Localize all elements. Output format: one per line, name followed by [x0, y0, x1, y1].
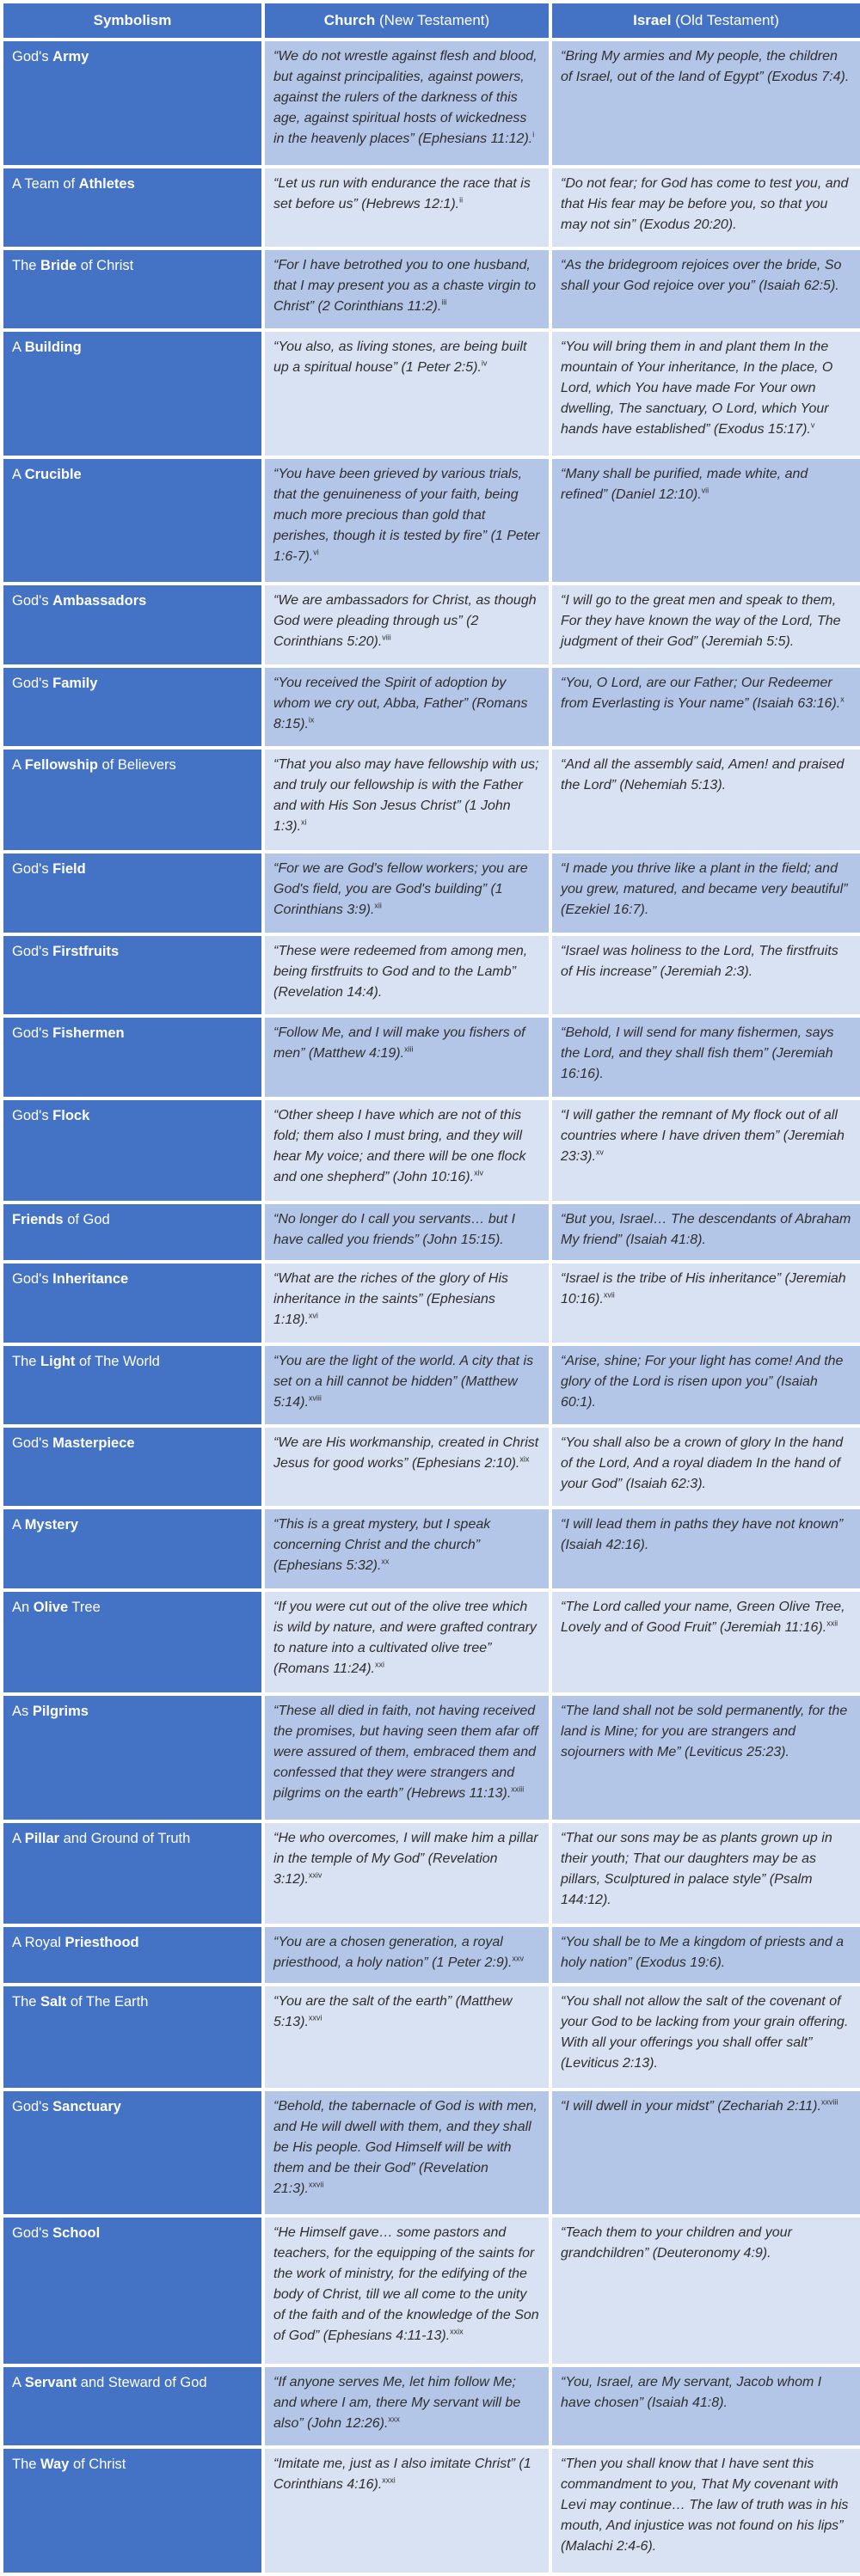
- symbolism-text: God's: [12, 1107, 53, 1123]
- table-row: [3, 2218, 860, 2364]
- israel-cell: [552, 332, 860, 456]
- church-cell-quote: “He Himself gave… some pastors and teachers, for the equipping of the saints for the work of ministry, for the edifying of the body of Christ, till we all come to the unity of the faith and of the knowledge of the Son of God” (Ephesians 4:11-13).: [273, 2225, 539, 2344]
- israel-cell: [552, 459, 860, 583]
- church-cell-quote: “If anyone serves Me, let him follow Me; and where I am, there My servant will be also” (John 12:26).: [273, 2374, 521, 2431]
- symbolism-cell: [3, 585, 261, 664]
- israel-cell: [552, 41, 860, 165]
- symbolism-cell: [3, 1346, 261, 1424]
- footnote-marker[interactable]: xvii: [603, 1290, 615, 1300]
- table-row: [3, 750, 860, 850]
- symbolism-keyword: Field: [52, 861, 86, 878]
- footnote-marker[interactable]: iv: [481, 358, 488, 368]
- table-row: [3, 1509, 860, 1588]
- israel-cell-quote: “You, O Lord, are our Father; Our Redeemer from Everlasting is Your name” (Isaiah 63:16).: [561, 675, 841, 711]
- symbolism-text: As: [12, 1704, 33, 1720]
- symbolism-keyword: Masterpiece: [52, 1435, 135, 1451]
- symbolism-text: A Team of: [12, 175, 79, 192]
- israel-cell: [552, 1509, 860, 1588]
- footnote-marker[interactable]: xxviii: [820, 2097, 838, 2107]
- church-cell: [265, 2091, 549, 2215]
- table-row: [3, 41, 860, 165]
- symbolism-keyword: Way: [40, 2457, 70, 2473]
- footnote-marker[interactable]: v: [810, 420, 815, 430]
- footnote-marker[interactable]: xiii: [404, 1044, 414, 1054]
- symbolism-keyword: Light: [40, 1353, 76, 1369]
- table-row: [3, 2449, 860, 2573]
- table-row: [3, 1592, 860, 1692]
- church-cell-quote: “Imitate me, just as I also imitate Christ” (1 Corinthians 4:16).: [273, 2457, 531, 2493]
- symbolism-text: of The World: [75, 1353, 160, 1369]
- table-body: [3, 41, 860, 2573]
- symbolism-text: The: [12, 257, 41, 273]
- table-row: [3, 1264, 860, 1342]
- israel-cell: [552, 1927, 860, 1983]
- israel-cell-quote: “Behold, I will send for many fishermen, says the Lord, and they shall fish them” (Jeremiah 16:16).: [561, 1025, 834, 1082]
- israel-cell-quote: “Arise, shine; For your light has come! And the glory of the Lord is risen upon you” (Isaiah 60:1).: [561, 1353, 844, 1410]
- header-israel: Israel (Old Testament): [552, 3, 860, 38]
- symbolism-text: A: [12, 1830, 25, 1846]
- table-row: [3, 1018, 860, 1096]
- symbolism-keyword: Flock: [52, 1107, 90, 1123]
- symbolism-keyword: Bride: [40, 257, 77, 273]
- symbolism-cell: [3, 1100, 261, 1201]
- israel-cell: [552, 854, 860, 932]
- symbolism-text: God's: [12, 1271, 53, 1288]
- symbolism-text: An: [12, 1599, 34, 1615]
- israel-cell-quote: “Then you shall know that I have sent this commandment to you, That My covenant with Levi may continue… The law of truth was in his mouth, And injustice was not found on his lips” (Malachi 2:4-6).: [561, 2457, 849, 2555]
- footnote-marker[interactable]: vi: [313, 548, 319, 557]
- header-row: [3, 3, 860, 38]
- israel-cell-quote: “Bring My armies and My people, the children of Israel, out of the land of Egypt” (Exodus 7:4).: [561, 49, 850, 84]
- israel-cell-quote: “I made you thrive like a plant in the field; and you grew, matured, and became very beautiful” (Ezekiel 16:7).: [561, 861, 848, 918]
- church-cell: [265, 1823, 549, 1924]
- church-cell-quote: “These were redeemed from among men, being firstfruits to God and to the Lamb” (Revelation 14:4).: [273, 943, 528, 1000]
- table-row: [3, 1823, 860, 1924]
- israel-cell: [552, 1204, 860, 1260]
- footnote-marker[interactable]: iii: [441, 297, 447, 307]
- symbolism-text: God's: [12, 49, 53, 64]
- israel-cell-quote: “Israel is the tribe of His inheritance” (Jeremiah 10:16).: [561, 1271, 846, 1307]
- church-cell: [265, 668, 549, 746]
- church-cell-quote: “You have been grieved by various trials, that the genuineness of your faith, being much more precious than gold that perishes, though it is tested by fire” (1 Peter 1:6-7).: [273, 466, 540, 564]
- table-row: [3, 168, 860, 247]
- church-cell-quote: “We are ambassadors for Christ, as though God were pleading through us” (2 Corinthians 5:20).: [273, 593, 537, 650]
- israel-cell: [552, 2218, 860, 2364]
- symbolism-text: The: [12, 1353, 41, 1369]
- symbolism-keyword: Crucible: [24, 466, 82, 482]
- israel-cell-quote: “The Lord called your name, Green Olive Tree, Lovely and of Good Fruit” (Jeremiah 11:16).: [561, 1599, 845, 1635]
- symbolism-cell: [3, 750, 261, 850]
- israel-cell-quote: “You shall be to Me a kingdom of priests and a holy nation” (Exodus 19:6).: [561, 1935, 845, 1971]
- footnote-marker[interactable]: xxi: [374, 1660, 384, 1669]
- church-cell-quote: “He who overcomes, I will make him a pillar in the temple of My God” (Revelation 3:12).: [273, 1830, 538, 1887]
- church-cell-quote: “For I have betrothed you to one husband, that I may present you as a chaste virgin to Christ” (2 Corinthians 11:2).: [273, 257, 537, 314]
- symbolism-cell: [3, 1509, 261, 1588]
- table-row: [3, 1346, 860, 1424]
- church-cell: [265, 1100, 549, 1201]
- church-cell-quote: “Behold, the tabernacle of God is with men, and He will dwell with them, and they shall be His people. God Himself will be with them and be their God” (Revelation 21:3).: [273, 2098, 538, 2196]
- israel-cell-quote: “But you, Israel… The descendants of Abraham My friend” (Isaiah 41:8).: [561, 1211, 851, 1247]
- israel-cell: [552, 1100, 860, 1201]
- symbolism-text: of Christ: [69, 2457, 126, 2473]
- church-cell: [265, 585, 549, 664]
- symbolism-keyword: Athletes: [78, 175, 135, 192]
- symbolism-cell: [3, 168, 261, 247]
- symbolism-cell: [3, 854, 261, 932]
- symbolism-text: A: [12, 757, 25, 774]
- israel-cell-quote: “You shall also be a crown of glory In the hand of the Lord, And a royal diadem In the hand of your God” (Isaiah 62:3).: [561, 1435, 844, 1491]
- symbolism-cell: [3, 2091, 261, 2215]
- footnote-marker[interactable]: xxxi: [382, 2475, 396, 2485]
- symbolism-keyword: Inheritance: [52, 1271, 129, 1288]
- church-cell: [265, 250, 549, 328]
- symbolism-keyword: Fellowship: [24, 757, 98, 774]
- table-row: [3, 585, 860, 664]
- israel-cell-quote: “You, Israel, are My servant, Jacob whom I have chosen” (Isaiah 41:8).: [561, 2374, 822, 2410]
- table-row: [3, 459, 860, 583]
- church-cell-quote: “We are His workmanship, created in Christ Jesus for good works” (Ephesians 2:10).: [273, 1435, 539, 1471]
- israel-cell: [552, 1696, 860, 1820]
- israel-cell-quote: “That our sons may be as plants grown up in their youth; That our daughters may be as pillars, Sculptured in palace style” (Psalm 144:12).: [561, 1830, 832, 1907]
- church-cell: [265, 1264, 549, 1342]
- church-cell-quote: “Follow Me, and I will make you fishers of men” (Matthew 4:19).: [273, 1025, 525, 1062]
- symbolism-keyword: Servant: [24, 2374, 77, 2390]
- israel-cell-quote: “And all the assembly said, Amen! and praised the Lord” (Nehemiah 5:13).: [561, 757, 845, 793]
- church-cell: [265, 1927, 549, 1983]
- table-row: [3, 1927, 860, 1983]
- israel-cell-quote: “Do not fear; for God has come to test you, and that His fear may be before you, so that you may not sin” (Exodus 20:20).: [561, 175, 849, 232]
- church-cell-quote: “We do not wrestle against flesh and blood, but against principalities, against powers, against the rulers of the darkness of this age, against spiritual hosts of wickedness in the heavenly places” (Ephesians 11:12).: [273, 49, 538, 146]
- footnote-marker[interactable]: viii: [382, 633, 391, 642]
- footnote-marker[interactable]: ii: [459, 195, 464, 205]
- church-cell: [265, 1592, 549, 1692]
- israel-cell: [552, 250, 860, 328]
- israel-cell-quote: “As the bridegroom rejoices over the bride, So shall your God rejoice over you” (Isaiah 62:5).: [561, 257, 842, 293]
- church-cell-quote: “These all died in faith, not having received the promises, but having seen them afar off were assured of them, embraced them and confessed that they were strangers and pilgrims on the earth” (Hebrews 11:13).: [273, 1704, 538, 1802]
- church-cell: [265, 1986, 549, 2087]
- israel-cell: [552, 2449, 860, 2573]
- symbolism-text: of Christ: [77, 257, 134, 273]
- symbolism-cell: [3, 2218, 261, 2364]
- symbolism-keyword: Priesthood: [64, 1935, 139, 1951]
- israel-cell: [552, 1823, 860, 1924]
- church-cell-quote: “What are the riches of the glory of His inheritance in the saints” (Ephesians 1:18).: [273, 1271, 508, 1328]
- footnote-marker[interactable]: xxvii: [308, 2180, 324, 2189]
- symbolism-cell: [3, 1986, 261, 2087]
- symbolism-text: The: [12, 2457, 41, 2473]
- symbolism-keyword: Olive: [33, 1599, 69, 1615]
- footnote-marker[interactable]: xi: [301, 817, 307, 827]
- church-cell: [265, 936, 549, 1014]
- church-cell: [265, 41, 549, 165]
- symbolism-cell: [3, 1927, 261, 1983]
- symbolism-text: and Steward of God: [77, 2374, 207, 2390]
- symbolism-cell: [3, 1696, 261, 1820]
- israel-cell-quote: “Many shall be purified, made white, and refined” (Daniel 12:10).: [561, 466, 808, 502]
- table-row: [3, 1204, 860, 1260]
- israel-cell: [552, 1018, 860, 1096]
- footnote-marker[interactable]: xxx: [388, 2414, 400, 2424]
- israel-cell: [552, 1264, 860, 1342]
- israel-cell-quote: “I will gather the remnant of My flock out of all countries where I have driven them” (Jeremiah 23:3).: [561, 1107, 845, 1164]
- footnote-marker[interactable]: xxvi: [308, 2013, 322, 2022]
- header-symbolism: Symbolism: [3, 3, 261, 38]
- israel-cell: [552, 585, 860, 664]
- symbolism-keyword: Fishermen: [52, 1025, 125, 1042]
- footnote-marker[interactable]: ix: [308, 715, 315, 725]
- church-cell: [265, 1428, 549, 1506]
- israel-cell: [552, 750, 860, 850]
- symbolism-keyword: Friends: [12, 1211, 64, 1227]
- israel-cell-quote: “I will dwell in your midst” (Zechariah 2:11).: [561, 2098, 821, 2114]
- table-row: [3, 936, 860, 1014]
- church-cell: [265, 459, 549, 583]
- symbolism-cell: [3, 459, 261, 583]
- israel-cell: [552, 668, 860, 746]
- symbolism-keyword: Pilgrims: [32, 1704, 89, 1720]
- symbolism-text: God's: [12, 1025, 53, 1042]
- footnote-marker[interactable]: xx: [381, 1557, 390, 1566]
- footnote-marker[interactable]: i: [532, 130, 535, 139]
- symbolism-text: of God: [63, 1211, 110, 1227]
- symbolism-text: of Believers: [97, 757, 176, 774]
- symbolism-keyword: Firstfruits: [52, 943, 120, 959]
- footnote-marker[interactable]: xxv: [512, 1954, 524, 1963]
- symbolism-text: A: [12, 2374, 25, 2390]
- israel-cell: [552, 1592, 860, 1692]
- footnote-marker[interactable]: xix: [519, 1454, 530, 1464]
- symbolism-cell: [3, 1428, 261, 1506]
- israel-cell: [552, 1986, 860, 2087]
- israel-cell-quote: “You will bring them in and plant them In the mountain of Your inheritance, In the place, O Lord, which You have made For Your own dwelling, The sanctuary, O Lord, which Your hands have established” (Exodus 15:17).: [561, 340, 833, 437]
- symbolism-keyword: Building: [24, 340, 82, 356]
- footnote-marker[interactable]: xxiv: [308, 1870, 322, 1880]
- symbolism-keyword: Family: [52, 675, 98, 691]
- church-cell: [265, 2449, 549, 2573]
- church-cell-quote: “Other sheep I have which are not of this fold; them also I must bring, and they will hear My voice; and there will be one flock and one shepherd” (John 10:16).: [273, 1107, 526, 1184]
- symbolism-text: God's: [12, 861, 53, 878]
- symbolism-text: of The Earth: [66, 1994, 149, 2010]
- church-cell-quote: “Let us run with endurance the race that is set before us” (Hebrews 12:1).: [273, 175, 531, 211]
- symbolism-keyword: School: [52, 2225, 101, 2242]
- table-row: [3, 332, 860, 456]
- symbolism-cell: [3, 1018, 261, 1096]
- israel-cell-quote: “Teach them to your children and your grandchildren” (Deuteronomy 4:9).: [561, 2225, 792, 2261]
- church-cell: [265, 2218, 549, 2364]
- symbolism-text: God's: [12, 2225, 53, 2242]
- symbolism-keyword: Pillar: [24, 1830, 60, 1846]
- symbolism-text: A: [12, 466, 25, 482]
- symbolism-keyword: Mystery: [24, 1517, 79, 1533]
- footnote-marker[interactable]: xviii: [308, 1393, 322, 1403]
- footnote-marker[interactable]: x: [840, 694, 845, 704]
- footnote-marker[interactable]: xv: [595, 1147, 604, 1157]
- footnote-marker[interactable]: xxiii: [511, 1784, 525, 1794]
- church-cell-quote: “That you also may have fellowship with us; and truly our fellowship is with the Father and with His Son Jesus Christ” (1 John 1:3).: [273, 757, 539, 835]
- symbolism-keyword: Salt: [40, 1994, 67, 2010]
- church-cell-quote: “For we are God's fellow workers; you are God's field, you are God's building” (1 Corinthians 3:9).: [273, 861, 528, 918]
- church-cell-quote: “No longer do I call you servants… but I have called you friends” (John 15:15).: [273, 1211, 516, 1247]
- symbolism-keyword: Army: [52, 49, 89, 64]
- israel-cell: [552, 2367, 860, 2445]
- church-cell: [265, 168, 549, 247]
- table-row: [3, 854, 860, 932]
- church-cell: [265, 1509, 549, 1588]
- symbolism-text: A Royal: [12, 1935, 65, 1951]
- table-row: [3, 1696, 860, 1820]
- israel-cell-quote: “I will go to the great men and speak to them, For they have known the way of the Lord, The judgment of their God” (Jeremiah 5:5).: [561, 593, 841, 650]
- israel-cell-quote: “The land shall not be sold permanently, for the land is Mine; for you are strangers and sojourners with Me” (Leviticus 25:23).: [561, 1704, 848, 1760]
- symbolism-cell: [3, 1264, 261, 1342]
- symbolism-text: God's: [12, 943, 53, 959]
- symbolism-cell: [3, 41, 261, 165]
- israel-cell: [552, 1346, 860, 1424]
- church-cell: [265, 1018, 549, 1096]
- footnote-marker[interactable]: xvi: [308, 1311, 318, 1320]
- table-row: [3, 668, 860, 746]
- symbolism-cell: [3, 250, 261, 328]
- symbolism-cell: [3, 668, 261, 746]
- church-cell-quote: “You also, as living stones, are being built up a spiritual house” (1 Peter 2:5).: [273, 340, 527, 376]
- table-row: [3, 2091, 860, 2215]
- church-cell: [265, 1204, 549, 1260]
- symbolism-keyword: Ambassadors: [52, 593, 147, 609]
- symbolism-text: and Ground of Truth: [59, 1830, 191, 1846]
- symbolism-cell: [3, 1592, 261, 1692]
- footnote-marker[interactable]: vii: [701, 486, 710, 495]
- symbolism-cell: [3, 332, 261, 456]
- table-row: [3, 1100, 860, 1201]
- symbolism-keyword: Sanctuary: [52, 2098, 121, 2114]
- symbolism-text: A: [12, 1517, 25, 1533]
- church-cell: [265, 854, 549, 932]
- table-row: [3, 1428, 860, 1506]
- symbolism-text: Tree: [68, 1599, 101, 1615]
- church-cell: [265, 2367, 549, 2445]
- israel-cell: [552, 936, 860, 1014]
- symbolism-cell: [3, 1204, 261, 1260]
- symbolism-text: God's: [12, 593, 53, 609]
- church-cell-quote: “If you were cut out of the olive tree which is wild by nature, and were grafted contrary to nature into a cultivated olive tree” (Romans 11:24).: [273, 1599, 537, 1676]
- footnote-marker[interactable]: xxix: [450, 2327, 464, 2336]
- church-cell: [265, 1346, 549, 1424]
- symbolism-text: God's: [12, 1435, 53, 1451]
- symbolism-cell: [3, 2367, 261, 2445]
- church-cell-quote: “You received the Spirit of adoption by whom we cry out, Abba, Father” (Romans 8:15).: [273, 675, 528, 731]
- symbolism-cell: [3, 1823, 261, 1924]
- symbolism-text: A: [12, 340, 25, 356]
- israel-cell-quote: “You shall not allow the salt of the covenant of your God to be lacking from your grain offering. With all your offerings you shall offer salt” (Leviticus 2:13).: [561, 1994, 849, 2071]
- symbolism-text: The: [12, 1994, 41, 2010]
- header-church: Church (New Testament): [265, 3, 549, 38]
- church-cell-quote: “You are a chosen generation, a royal priesthood, a holy nation” (1 Peter 2:9).: [273, 1935, 513, 1971]
- israel-cell-quote: “I will lead them in paths they have not known” (Isaiah 42:16).: [561, 1517, 844, 1553]
- israel-cell-quote: “Israel was holiness to the Lord, The firstfruits of His increase” (Jeremiah 2:3).: [561, 943, 838, 979]
- church-cell-quote: “You are the light of the world. A city that is set on a hill cannot be hidden” (Matthew 5:14).: [273, 1353, 534, 1410]
- church-cell-quote: “This is a great mystery, but I speak concerning Christ and the church” (Ephesians 5:32).: [273, 1517, 491, 1574]
- symbolism-text: God's: [12, 2098, 53, 2114]
- footnote-marker[interactable]: xxii: [826, 1618, 838, 1628]
- symbolism-cell: [3, 936, 261, 1014]
- israel-cell: [552, 2091, 860, 2215]
- church-cell: [265, 750, 549, 850]
- footnote-marker[interactable]: xiv: [474, 1168, 484, 1178]
- table-row: [3, 2367, 860, 2445]
- church-cell: [265, 332, 549, 456]
- footnote-marker[interactable]: xii: [374, 902, 382, 911]
- israel-cell: [552, 1428, 860, 1506]
- israel-cell: [552, 168, 860, 247]
- symbolism-text: God's: [12, 675, 53, 691]
- church-cell-quote: “You are the salt of the earth” (Matthew 5:13).: [273, 1994, 513, 2030]
- church-cell: [265, 1696, 549, 1820]
- table-row: [3, 1986, 860, 2087]
- table-row: [3, 250, 860, 328]
- symbolism-cell: [3, 2449, 261, 2573]
